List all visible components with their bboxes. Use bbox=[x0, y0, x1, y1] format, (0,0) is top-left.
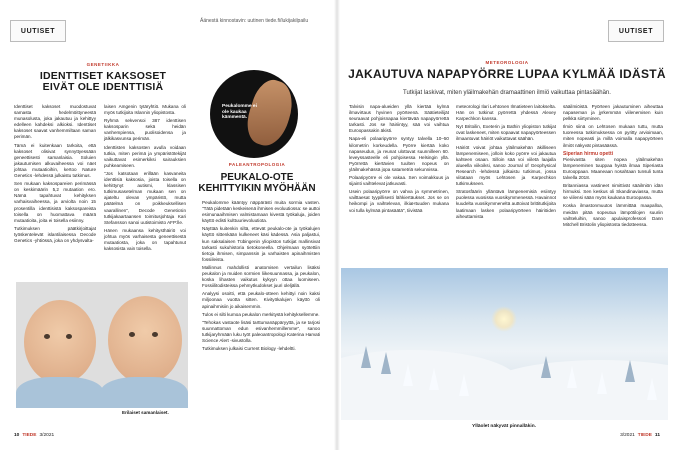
paragraph: Sen mukaan kaksospareien perimässä on keskimäärin 5,2 mutaation ero. Nämä tapahtuvat kehityksen varhaisvaiheessa, ja arviolta noin 15 prosentilla identtisistä kaksospareista toisella on huomattava määrä mutaatioita, joita ei toisella esiinny. bbox=[14, 181, 96, 223]
shirt bbox=[100, 377, 188, 408]
landscape-caption: Ylläolet näkyvät pinnalläkin. bbox=[472, 424, 536, 429]
tree bbox=[541, 356, 551, 378]
paragraph: Näyttää kuitenkin siltä, ettevät peukalo-ote ja työkalujen käyttö sittenkään kulkeneet käsi kädessä. Asia paljastui, kun saksalaisen Tübingenin yliopiston tutkijat mallinsivat tarkasti sukuhistoria tietokoneella. Ohjelmaan syötettiin tietoja ihmisen, simpanssin ja varhaisten apinaihmisten fossiileista. bbox=[202, 226, 320, 262]
article1-column-2 bbox=[104, 104, 186, 254]
issue-number: 3/2021 bbox=[620, 433, 635, 438]
paragraph: Koska ilmastonmuutos lämmittää maapalloa, meidän pitää sopeutua lämpötilojen suuriin vaihteluihin, sanoo apulaisprofessori Dann Mitchell Bristolin yliopistosta tiedotteessa. bbox=[563, 203, 663, 227]
tree bbox=[459, 374, 469, 396]
brand-logo: TIEDE bbox=[22, 433, 37, 438]
paragraph: Tulos ei silti kumoa peukalon merkitystä kehityksellemme. bbox=[202, 311, 320, 317]
tree bbox=[597, 372, 607, 394]
paragraph: Ryhmä sekvensoi 387 identtisen kaksosparin sekä heidän vanhempiensa, puolisoidensa ja jälkikasvunsa perimän. bbox=[104, 118, 186, 142]
right-kicker-wrap bbox=[343, 60, 671, 65]
right-headline: JAKAUTUVA NAPAPYÖRRE LUPAA KYLMÄÄ IDÄSTÄ bbox=[348, 67, 666, 81]
paragraph: laisen Amgenin tytäryhtiö. Mukana oli myös tutkijoita Islannin yliopistosta. bbox=[104, 104, 186, 116]
left-footer bbox=[14, 433, 54, 438]
article2-column bbox=[202, 200, 320, 354]
page-number: 10 bbox=[14, 433, 20, 438]
tree bbox=[567, 366, 577, 388]
image-credit: Äänestä kinnostavin: uutinen tiede.fi/lukijakilpailu bbox=[200, 18, 309, 24]
eye bbox=[152, 332, 158, 337]
section-tab: UUTISET bbox=[608, 20, 664, 42]
article2-kicker-wrap bbox=[198, 162, 316, 167]
thumb-photo-caption: Peukalomme ei ole kaukaa kämmentä. bbox=[222, 104, 257, 121]
paragraph: Tutkimuksen julkaisi Current Biology -lehdeltti. bbox=[202, 346, 296, 352]
paragraph: Tämä ei kuitenkaan tarkoita, että kaksoset olisivat synnyttyessään geneettisesti samanlaisia. Soluien jakautumisen alkuvaiheessa voi näet johtaa mutaatioihin, kertoo Nature Genetics -lehdessä julkaistu tutkimus. bbox=[14, 142, 96, 179]
paragraph: Peukalomme kääntyy näppärästi muita sormia vasten. "Tätä pidetään keskeisenä ihmisen evoluutiossa: se auttoi esimunaaihmisen valmistamaan kivestä työkaluja, joiden käyttö edisti kulttuurievoluutiota. bbox=[202, 200, 320, 224]
issue-number: 3/2021 bbox=[39, 433, 55, 438]
article2-kicker: PALEANTROPOLOGIA bbox=[228, 162, 286, 167]
twins-photo bbox=[16, 282, 188, 408]
right-column-3 bbox=[563, 104, 663, 230]
right-column-1 bbox=[349, 104, 449, 216]
paragraph: sääilmiöistä. Pyörteen jakautuminen aiheuttaa napaseman ja jyrkemmän viilenemisen kuin pelkkä siirtyminen. bbox=[563, 104, 663, 122]
article1-column-1 bbox=[14, 104, 96, 246]
paragraph: Talvisin napa-alueiden yllä kiertää kylmä ilmavirtaus hyvinen pyörteenä. Säätieteilijät seuraavat pohjoisnapaa kiertävää napapyörrettä tarkasti. Jos se häiriintyy, sää voi vaihtua Euroopassakin äkisti. bbox=[349, 104, 449, 134]
article1-headline-line: IDENTTISET KAKSOSET bbox=[39, 70, 167, 82]
right-column-2 bbox=[456, 104, 556, 222]
paragraph: "Jos katsotaan erillään kasvaneita identtisiä kaksosia, joista toisella on kehittynyt autismi, klassisen tutkimusasetelman mukaan sen on ajateltu olevan ympäristö, mutta päätelmä on poikkeuksellisen vaarallinen", Decode Geneticsin tutkijakaartaansen toimitusjohtaja Kari Stefansson sanoi uutistoimisto AFP:lle. bbox=[104, 170, 186, 225]
sun-glow bbox=[491, 306, 517, 332]
tree bbox=[381, 352, 391, 374]
eye bbox=[66, 334, 72, 339]
eye bbox=[129, 332, 135, 337]
right-deck: Tutkijat laskivat, miten yläilmakehän dramaattinen ilmiö vaikuttaa pintasäähän. bbox=[403, 90, 611, 96]
paragraph: Identtiset kaksoset muodostuvat samasta hedelmöittyneestä munasolusta, joka jakautuu ja kehittyy edelleen kahdeksi alkioksi. Identtiset kaksoset saavat vanhemmiltaan saman perimän. bbox=[14, 104, 96, 140]
eye bbox=[44, 334, 50, 339]
article2-headline bbox=[198, 172, 316, 194]
paragraph: Polaaripyörre ei ole vakaa. Sen voimakkuus ja sijainti vaihtelevat jatkuvasti. bbox=[349, 175, 449, 187]
paragraph: Analyysi osoitti, että peukalo-otteen kehittyi noin kaksi miljoonaa vuotta sitten. Kivityökalujen käyttö oli apinaihmisiin jo aikaisemmin. bbox=[202, 291, 320, 309]
thumb-photo bbox=[210, 70, 298, 158]
paragraph: Hänen mukaansa kehitysthäiriö voi johtua myös varhaisesta geneettisestä mutaatiosta, joka on tapahtunut kaksosista vain toisella. bbox=[104, 227, 186, 252]
paragraph: Ilmiö siinä on Lehtosen mukaan tuttu, mutta tuoreessa tutkimuksessa on pyritty arvioimaan, miten nopeasti ja millä voimalla napapyörteen ilmiöt näkyvät pintasäässä. bbox=[563, 124, 663, 148]
shirt bbox=[16, 377, 104, 408]
right-kicker: METEOROLOGIA bbox=[485, 60, 529, 65]
page-number: 11 bbox=[654, 433, 660, 438]
tree bbox=[361, 346, 371, 368]
paragraph: Napa-eli polaaripyörre syntyy talvella 10–50 kilometrin korkeudella. Pyörre kiertää koko napaseudun, ja reunat ulottuvat suunnilleen 60. leveyssasteelle eli pohjoisessa Helsingin yllä. Pyörrettä kiertävien tuulten nopeus on yläilmakehässä jopa satametriä sekunnissa. bbox=[349, 136, 449, 172]
tree bbox=[647, 378, 657, 400]
article1-headline-line: EIVÄT OLE IDENTTISIÄ bbox=[42, 81, 164, 93]
right-page bbox=[337, 0, 674, 450]
paragraph: "Tehokas vastaote lisäsi tarttumanäppäryyttä, ja se tarjosi suunnattoman edun esivanhemmillemme", sanoo tutkijaryhmään luku työt paleoantropologi Katerina Harvati Science Alert -sivustolla. bbox=[202, 319, 320, 343]
subheading: Siperian hirmu opetti bbox=[563, 150, 614, 157]
paragraph: Tutkimuksen päätkirjoittajat työskentelevät islantilaisessa Decode Genetics -yhtiössä, joka on yhdysvalta- bbox=[14, 225, 96, 243]
tree bbox=[429, 368, 439, 390]
paragraph: Britanniassa vastineet nimittivät sääilmiön idän hirmuksi. Sen keskus oli Skandinaviassa, mutta se viilensi sään myös kaukana Euroopassa. bbox=[563, 183, 663, 201]
paragraph: Usein polaaripyörre on vahva ja symmetrinen, vailttaesat tyypillisesti lähkiertäukset. Jos se on heikompi ja vaihtelevan, ilkiaHtuuden mukana voi tulla kylmää pintasäätä", tiivistää bbox=[349, 189, 449, 213]
baby-face bbox=[24, 300, 96, 384]
section-tab: UUTISET bbox=[10, 20, 66, 42]
article2-headline-line: PEUKALO-OTE bbox=[220, 172, 294, 183]
paragraph: meteorologi Ilari Lehtonen Ilmatieteen laitokselta. Hän on tutkinut pyörrettä yhdessä Alexey Karpechkon kanssa. bbox=[456, 104, 556, 122]
paragraph: Pienivastta siten nopea yläilmakehän lämpeneminen tuuppaa hyistä ilmaa Siperiasta Eurooppaan. Maaneaan nosahtaan tunsuli tunta talvella 2018. bbox=[563, 156, 663, 181]
snowy-landscape-photo bbox=[341, 268, 668, 420]
paragraph: Mallinnus mahdollisti anatomisen vertailun lisäksi peukalon ja muiden sormien liikesuunnassa, ja peukalon, koska lihasten vaikutus kykyyn ottaa luomiseen. Fossiilitodisteissa pehmytkudokset juuri oleljällä. bbox=[202, 264, 320, 289]
tree bbox=[403, 364, 413, 386]
paragraph: Identtisten kaksosten avulla voidaan tutkia, miten perimä ja ympäristötekijät vaikuttavat esimerkiksi sairauksien puhkeamiseen. bbox=[104, 144, 186, 168]
paragraph: Stratosfäärin ylläntävä lämpenemisiä esiintyy puolessa vuosissa vuosikymmenessä. Havainnot kuudelta vuosikymmeneltä auttoivat brittitutkijoita laatimaan lasken polaaripyörteen häiriöiden aiheuttamista bbox=[456, 189, 556, 219]
tree bbox=[625, 360, 635, 382]
twins-caption: Erilaiset samanlaiset. bbox=[122, 410, 169, 415]
spine-shadow bbox=[334, 0, 340, 450]
article1-headline bbox=[18, 71, 188, 93]
right-footer bbox=[620, 433, 660, 438]
brand-logo: TIEDE bbox=[637, 433, 652, 438]
baby-face bbox=[108, 296, 182, 384]
article1-header bbox=[18, 62, 188, 93]
paragraph: Nyt Britoilin, Exeterin ja Bathin yliopiston tutkijat ovat laskeneet, miten sopaavat napapyörteessen ilmaantuvat häiriöt vaikuttavat säähän. bbox=[456, 124, 556, 142]
paragraph: Häiriöt voivat johtaa yläilmakehän äkilliseen lämpenemiseen, jolloin koko pyörre voi jakautua kahteen osaan. Silloin sää voi viiletä laajalla alueella viikoiksi, sanoo Journal of Geophysical Research -lehdessä julkaistu tutkimus, jossa viitataan myös Lehtosen ja Karpechkon tutkimukseen. bbox=[456, 144, 556, 187]
article2-headline-line: KEHITTYIKIN MYÖHÄÄN bbox=[198, 183, 316, 194]
article1-kicker: GENETIIKKA bbox=[86, 62, 120, 67]
